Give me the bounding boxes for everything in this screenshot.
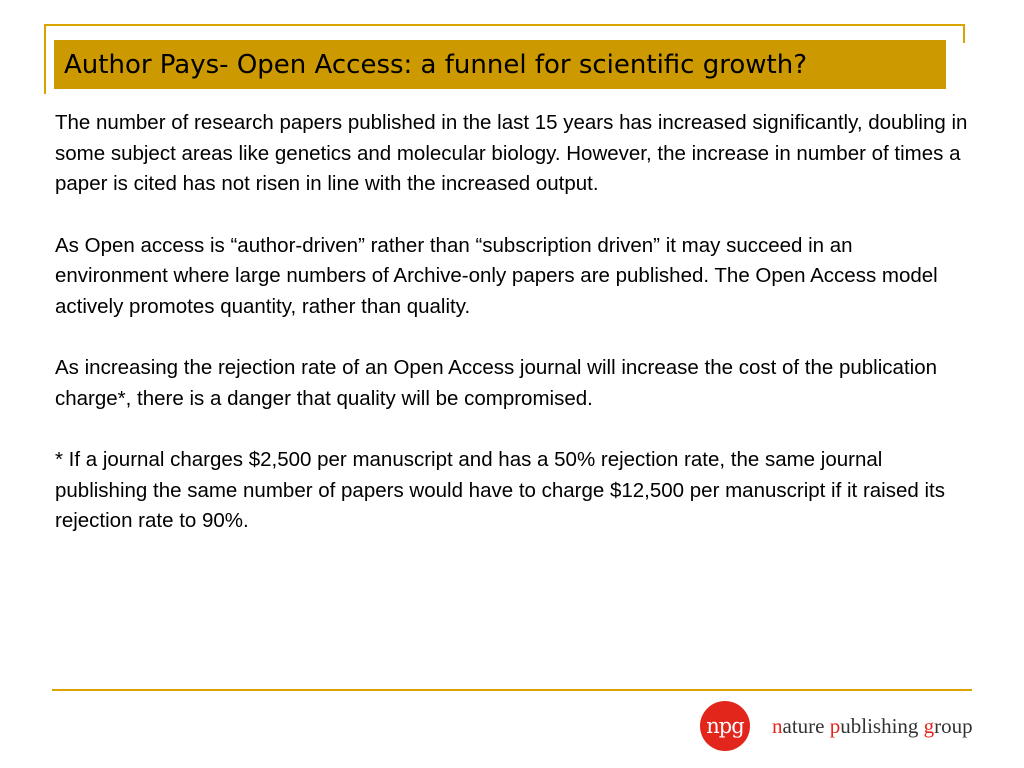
- publisher-name-part: p: [829, 713, 841, 738]
- npg-logo: [700, 700, 973, 752]
- paragraph-3: As increasing the rejection rate of an Open Access journal will increase the cost of the publication charge*, there is a danger that quality will be compromised.: [55, 356, 937, 410]
- publisher-name-part: n: [772, 713, 783, 738]
- footnote-paragraph: * If a journal charges $2,500 per manuscript and has a 50% rejection rate, the same journal publishing the same number of papers would have to charge $12,500 per manuscript if it raised its rejection rate to 90%.: [55, 448, 945, 532]
- frame-left-line: [44, 24, 46, 94]
- publisher-name-part: g: [923, 713, 935, 738]
- publisher-name-part: ature: [782, 713, 830, 738]
- slide-body: [55, 108, 970, 568]
- publisher-name-part: ublishing: [840, 713, 924, 738]
- npg-badge: npg: [700, 701, 750, 751]
- frame-right-line: [963, 24, 965, 43]
- paragraph-1: The number of research papers published in the last 15 years has increased significantly, doubling in some subject areas like genetics and molecular biology. However, the increase in number of times a paper is cited has not risen in line with the increased output.: [55, 111, 968, 195]
- title-bar: [54, 40, 946, 89]
- publisher-name-part: roup: [934, 713, 973, 738]
- footer-divider: [52, 689, 972, 691]
- paragraph-2: As Open access is “author-driven” rather than “subscription driven” it may succeed in an environment where large numbers of Archive-only papers are published. The Open Access model actively promotes quantity, rather than quality.: [55, 233, 938, 318]
- frame-top-line: [44, 24, 965, 26]
- publisher-name: [772, 714, 973, 739]
- slide-title: Author Pays- Open Access: a funnel for scientific growth?: [64, 49, 808, 80]
